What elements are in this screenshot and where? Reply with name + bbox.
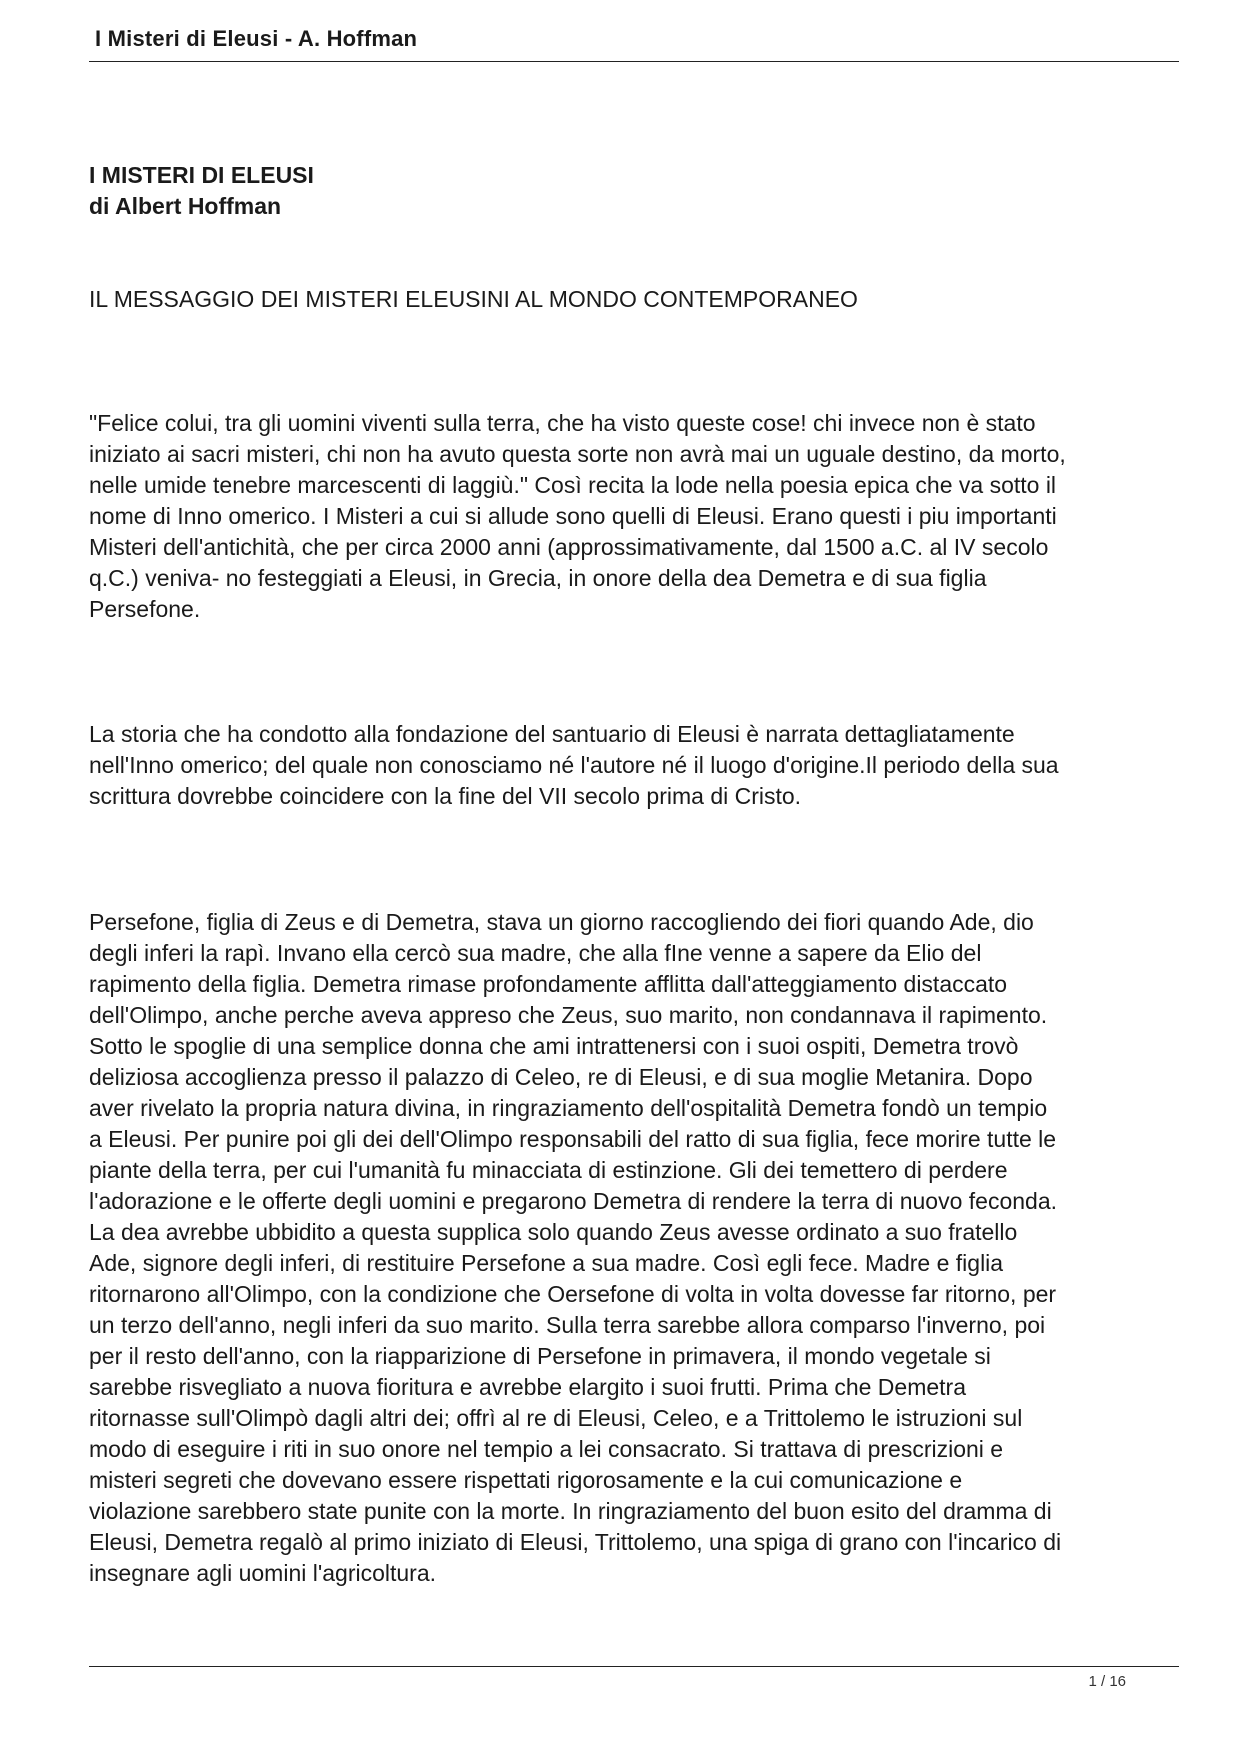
- paragraph-line: Sotto le spoglie di una semplice donna che ami intrattenersi con i suoi ospiti, Demetra trovò: [89, 1033, 1019, 1059]
- paragraph-line: un terzo dell'anno, negli inferi da suo marito. Sulla terra sarebbe allora comparso l'inverno, poi: [89, 1312, 1046, 1338]
- paragraph-line: per il resto dell'anno, con la riapparizione di Persefone in primavera, il mondo vegetale si: [89, 1343, 991, 1369]
- page-number: 1 / 16: [1088, 1673, 1126, 1690]
- paragraph-line: ritornarono all'Olimpo, con la condizione che Oersefone di volta in volta dovesse far ritorno, per: [89, 1281, 1057, 1307]
- paragraph-line: l'adorazione e le offerte degli uomini e pregarono Demetra di rendere la terra di nuovo feconda.: [89, 1188, 1058, 1214]
- paragraph-line: piante della terra, per cui l'umanità fu minacciata di estinzione. Gli dei temettero di perdere: [89, 1157, 1008, 1183]
- paragraph: [89, 907, 1169, 1589]
- paragraph-line: nome di Inno omerico. I Misteri a cui si allude sono quelli di Eleusi. Erano questi i piu importanti: [89, 503, 1057, 529]
- paragraph-line: aver rivelato la propria natura divina, in ringraziamento dell'ospitalità Demetra fondò un tempio: [89, 1095, 1048, 1121]
- paragraph-line: Eleusi, Demetra regalò al primo iniziato di Eleusi, Trittolemo, una spiga di grano con l'incarico di: [89, 1529, 1062, 1555]
- paragraph-line: deliziosa accoglienza presso il palazzo di Celeo, re di Eleusi, e di sua moglie Metanira. Dopo: [89, 1064, 1033, 1090]
- document-title: I MISTERI DI ELEUSI: [89, 162, 314, 188]
- page-footer: [89, 1666, 1179, 1697]
- paragraph-line: rapimento della figlia. Demetra rimase profondamente afflitta dall'atteggiamento distaccato: [89, 971, 1008, 997]
- paragraph: [89, 719, 1169, 812]
- paragraph-line: Persefone.: [89, 596, 201, 622]
- paragraph-line: modo di eseguire i riti in suo onore nel tempio a lei consacrato. Si trattava di prescrizioni e: [89, 1436, 1004, 1462]
- paragraph-line: "Felice colui, tra gli uomini viventi sulla terra, che ha visto queste cose! chi invece non è stato: [89, 410, 1036, 436]
- paragraph-line: q.C.) veniva- no festeggiati a Eleusi, in Grecia, in onore della dea Demetra e di sua figlia: [89, 565, 987, 591]
- paragraph-line: nell'Inno omerico; del quale non conosciamo né l'autore né il luogo d'origine.Il periodo della sua: [89, 752, 1059, 778]
- paragraph-line: misteri segreti che dovevano essere rispettati rigorosamente e la cui comunicazione e: [89, 1467, 963, 1493]
- document-heading: [89, 160, 314, 222]
- paragraph-line: violazione sarebbero state punite con la morte. In ringraziamento del buon esito del dramma di: [89, 1498, 1052, 1524]
- paragraph-line: a Eleusi. Per punire poi gli dei dell'Olimpo responsabili del ratto di sua figlia, fece morire tutte le: [89, 1126, 1057, 1152]
- paragraph-line: Misteri dell'antichità, che per circa 2000 anni (approssimativamente, dal 1500 a.C. al IV secolo: [89, 534, 1049, 560]
- paragraph-line: Persefone, figlia di Zeus e di Demetra, stava un giorno raccogliendo dei fiori quando Ade, dio: [89, 909, 1034, 935]
- paragraph-line: scrittura dovrebbe coincidere con la fine del VII secolo prima di Cristo.: [89, 783, 802, 809]
- page-header: [89, 24, 1179, 62]
- section-title: IL MESSAGGIO DEI MISTERI ELEUSINI AL MONDO CONTEMPORANEO: [89, 286, 858, 312]
- paragraph-line: La dea avrebbe ubbidito a questa supplica solo quando Zeus avesse ordinato a suo fratello: [89, 1219, 1018, 1245]
- paragraph-line: iniziato ai sacri misteri, chi non ha avuto questa sorte non avrà mai un uguale destino, da morto,: [89, 441, 1066, 467]
- paragraph-line: nelle umide tenebre marcescenti di laggiù." Così recita la lode nella poesia epica che va sotto il: [89, 472, 1057, 498]
- paragraph-line: Ade, signore degli inferi, di restituire Persefone a sua madre. Così egli fece. Madre e figlia: [89, 1250, 1004, 1276]
- document-author: di Albert Hoffman: [89, 193, 282, 219]
- paragraph-line: degli inferi la rapì. Invano ella cercò sua madre, che alla fIne venne a sapere da Elio del: [89, 940, 982, 966]
- paragraph-line: dell'Olimpo, anche perche aveva appreso che Zeus, suo marito, non condannava il rapimento.: [89, 1002, 1048, 1028]
- paragraph: [89, 408, 1169, 625]
- header-title: I Misteri di Eleusi - A. Hoffman: [95, 26, 418, 51]
- paragraph-line: ritornasse sull'Olimpò dagli altri dei; offrì al re di Eleusi, Celeo, e a Trittolemo le istruzioni sul: [89, 1405, 1023, 1431]
- paragraph-line: sarebbe risvegliato a nuova fioritura e avrebbe elargito i suoi frutti. Prima che Demetra: [89, 1374, 966, 1400]
- paragraph-line: insegnare agli uomini l'agricoltura.: [89, 1560, 437, 1586]
- paragraph-line: La storia che ha condotto alla fondazione del santuario di Eleusi è narrata dettagliatamente: [89, 721, 1015, 747]
